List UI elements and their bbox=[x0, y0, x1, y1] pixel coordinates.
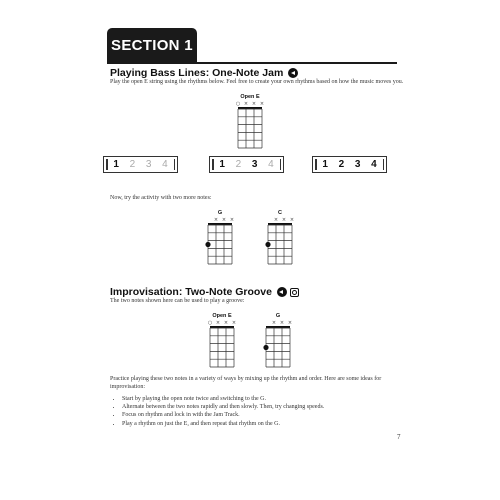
beat-count: 3 bbox=[354, 159, 361, 170]
string-marker: × bbox=[229, 217, 235, 223]
chord-diagram-open-e bbox=[207, 313, 237, 373]
improvisation-heading bbox=[110, 286, 299, 298]
string-marker: × bbox=[281, 217, 287, 223]
rhythm-box-2 bbox=[209, 156, 284, 173]
beat-count: 1 bbox=[219, 159, 225, 170]
string-marker: × bbox=[223, 320, 229, 326]
chord-name: G bbox=[217, 210, 223, 216]
beat-count: 1 bbox=[113, 159, 119, 170]
finger-dot bbox=[263, 345, 268, 350]
string-marker: × bbox=[271, 320, 277, 326]
fretboard-grid bbox=[265, 223, 295, 265]
beat-count: 4 bbox=[162, 159, 168, 170]
section-divider bbox=[107, 62, 397, 64]
chord-diagram-c bbox=[265, 210, 295, 270]
audio-icon[interactable] bbox=[277, 287, 287, 297]
finger-dot bbox=[205, 242, 210, 247]
chord-name: Open E bbox=[240, 94, 260, 100]
beat-count: 1 bbox=[322, 159, 328, 170]
string-marker: × bbox=[279, 320, 285, 326]
fretboard-grid bbox=[205, 223, 235, 265]
string-marker: × bbox=[273, 217, 279, 223]
chord-name: G bbox=[275, 313, 281, 319]
bass-lines-heading bbox=[110, 67, 298, 79]
list-item: • Focus on rhythm and lock in with the Jam Track. bbox=[122, 411, 422, 419]
fretboard-grid bbox=[263, 326, 293, 368]
chord-diagram-g bbox=[263, 313, 293, 373]
string-marker: × bbox=[287, 320, 293, 326]
beat-count: 3 bbox=[251, 159, 258, 170]
bass-lines-instructions: Play the open E string using the rhythms below. Feel free to create your own rhythms based on how the music moves you. bbox=[110, 79, 404, 85]
string-marker: × bbox=[231, 320, 237, 326]
beat-count: 3 bbox=[145, 159, 152, 170]
chord-diagram-g bbox=[205, 210, 235, 270]
practice-text: Practice playing these two notes in a variety of ways by mixing up the rhythm and order. Here are some ideas for improvisation: bbox=[110, 376, 382, 390]
list-item: • Alternate between the two notes rapidly and then slowly. Then, try changing speeds. bbox=[122, 403, 422, 411]
improvisation-title: Improvisation: Two-Note Groove bbox=[110, 286, 272, 298]
beat-count: 4 bbox=[371, 159, 377, 170]
string-marker: × bbox=[215, 320, 221, 326]
rhythm-box-3 bbox=[312, 156, 387, 173]
fretboard-grid bbox=[207, 326, 237, 368]
list-item: • Start by playing the open note twice and switching to the G. bbox=[122, 395, 422, 403]
section-tab: SECTION 1 bbox=[107, 28, 197, 62]
beat-count: 4 bbox=[268, 159, 274, 170]
beat-count: 2 bbox=[129, 159, 136, 170]
string-marker: × bbox=[221, 217, 227, 223]
list-item: • Play a rhythm on just the E, and then repeat that rhythm on the G. bbox=[122, 420, 422, 428]
more-notes-text: Now, try the activity with two more notes: bbox=[110, 195, 212, 201]
chord-name: C bbox=[278, 210, 282, 216]
page-number: 7 bbox=[397, 433, 401, 441]
string-marker: × bbox=[259, 101, 265, 107]
chord-name: Open E bbox=[212, 313, 232, 319]
string-marker: ○ bbox=[207, 320, 213, 326]
string-marker: × bbox=[251, 101, 257, 107]
string-marker: ○ bbox=[235, 101, 241, 107]
improvisation-intro: The two notes shown here can be used to play a groove: bbox=[110, 298, 245, 304]
rhythm-box-1 bbox=[103, 156, 178, 173]
audio-icon[interactable] bbox=[288, 68, 298, 78]
jam-track-icon[interactable] bbox=[290, 288, 299, 297]
string-marker: × bbox=[213, 217, 219, 223]
beat-count: 2 bbox=[338, 159, 345, 170]
finger-dot bbox=[265, 242, 270, 247]
chord-diagram-open-e bbox=[235, 94, 265, 154]
improvisation-ideas-list bbox=[110, 395, 422, 428]
bass-lines-title: Playing Bass Lines: One-Note Jam bbox=[110, 67, 284, 79]
string-marker: × bbox=[243, 101, 249, 107]
fretboard-grid bbox=[235, 107, 265, 149]
beat-count: 2 bbox=[235, 159, 242, 170]
string-marker: × bbox=[289, 217, 295, 223]
